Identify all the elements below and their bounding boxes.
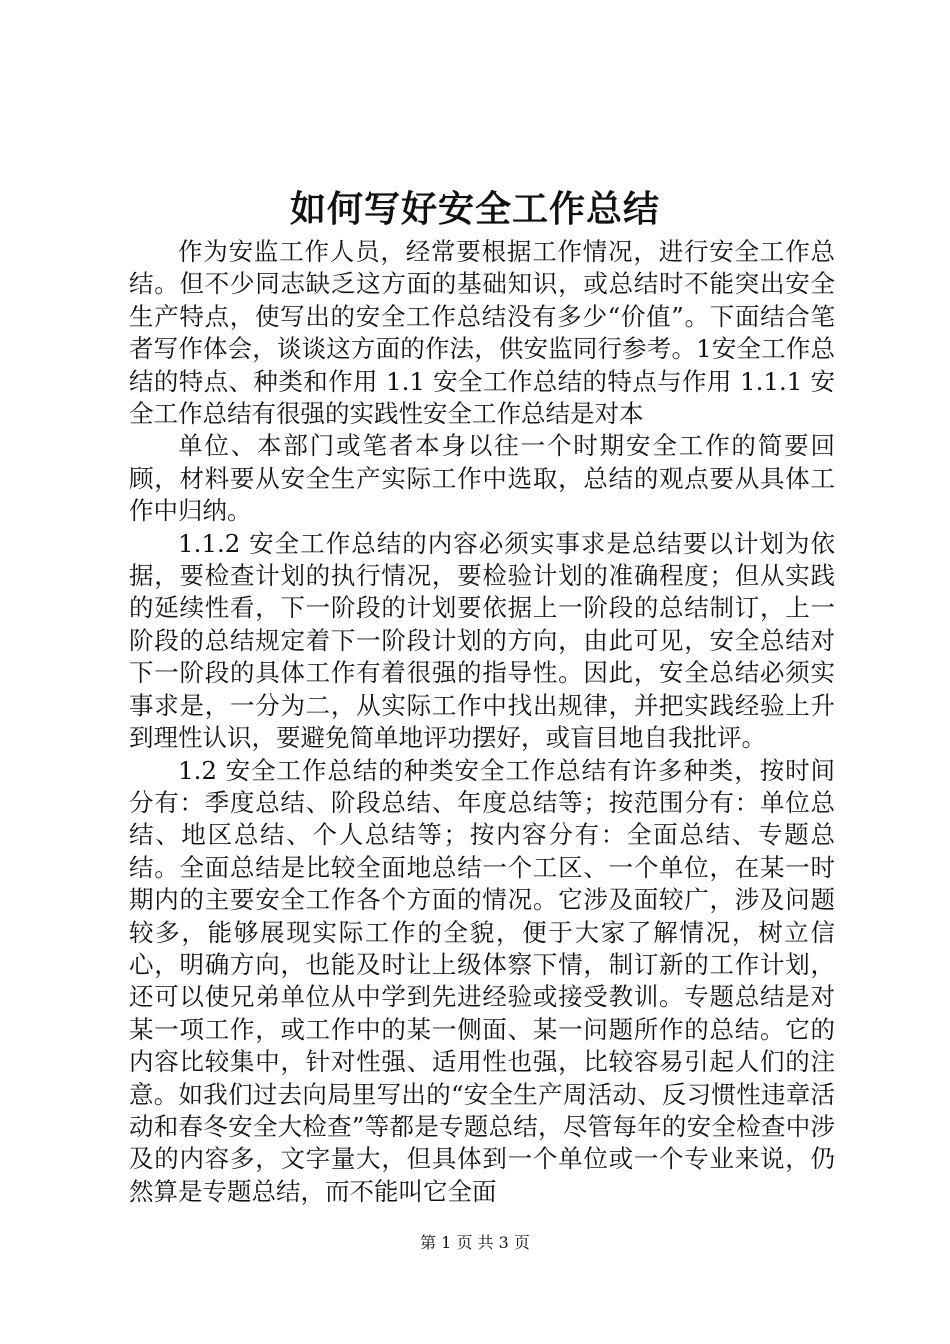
paragraph: 单位、本部门或笔者本身以往一个时期安全工作的简要回顾，材料要从安全生产实际工作中选取，总结的观点要从具体工作中归纳。 xyxy=(129,431,835,526)
page-number-footer: 第 1 页 共 3 页 xyxy=(420,1233,530,1252)
document-body xyxy=(129,236,835,1208)
document-title: 如何写好安全工作总结 xyxy=(289,188,660,230)
paragraph: 1.1.2 安全工作总结的内容必须实事求是总结要以计划为依据，要检查计划的执行情况，要检验计划的准确程度；但从实践的延续性看，下一阶段的计划要依据上一阶段的总结制订，上一阶段的总结规定着下一阶段计划的方向，由此可见，安全总结对下一阶段的具体工作有着很强的指导性。因此，安全总结必须实事求是，一分为二，从实际工作中找出规律，并把实践经验上升到理性认识，要避免简单地评功摆好，或盲目地自我批评。 xyxy=(129,528,835,753)
paragraph: 1.2 安全工作总结的种类安全工作总结有许多种类，按时间分有：季度总结、阶段总结、年度总结等；按范围分有：单位总结、地区总结、个人总结等；按内容分有：全面总结、专题总结。全面总结是比较全面地总结一个工区、一个单位，在某一时期内的主要安全工作各个方面的情况。它涉及面较广，涉及问题较多，能够展现实际工作的全貌，便于大家了解情况，树立信心，明确方向，也能及时让上级体察下情，制订新的工作计划，还可以使兄弟单位从中学到先进经验或接受教训。专题总结是对某一项工作，或工作中的某一侧面、某一问题所作的总结。它的内容比较集中，针对性强、适用性也强，比较容易引起人们的注意。如我们过去向局里写出的“安全生产周活动、反习惯性违章活动和春冬安全大检查”等都是专题总结，尽管每年的安全检查中涉及的内容多，文字量大，但具体到一个单位或一个专业来说，仍然算是专题总结，而不能叫它全面 xyxy=(129,755,835,1206)
paragraph: 作为安监工作人员，经常要根据工作情况，进行安全工作总结。但不少同志缺乏这方面的基础知识，或总结时不能突出安全生产特点，使写出的安全工作总结没有多少“价值”。下面结合笔者写作体会，谈谈这方面的作法，供安监同行参考。1安全工作总结的特点、种类和作用 1.1 安全工作总结的特点与作用 1.1.1 安全工作总结有很强的实践性安全工作总结是对本 xyxy=(129,237,835,429)
